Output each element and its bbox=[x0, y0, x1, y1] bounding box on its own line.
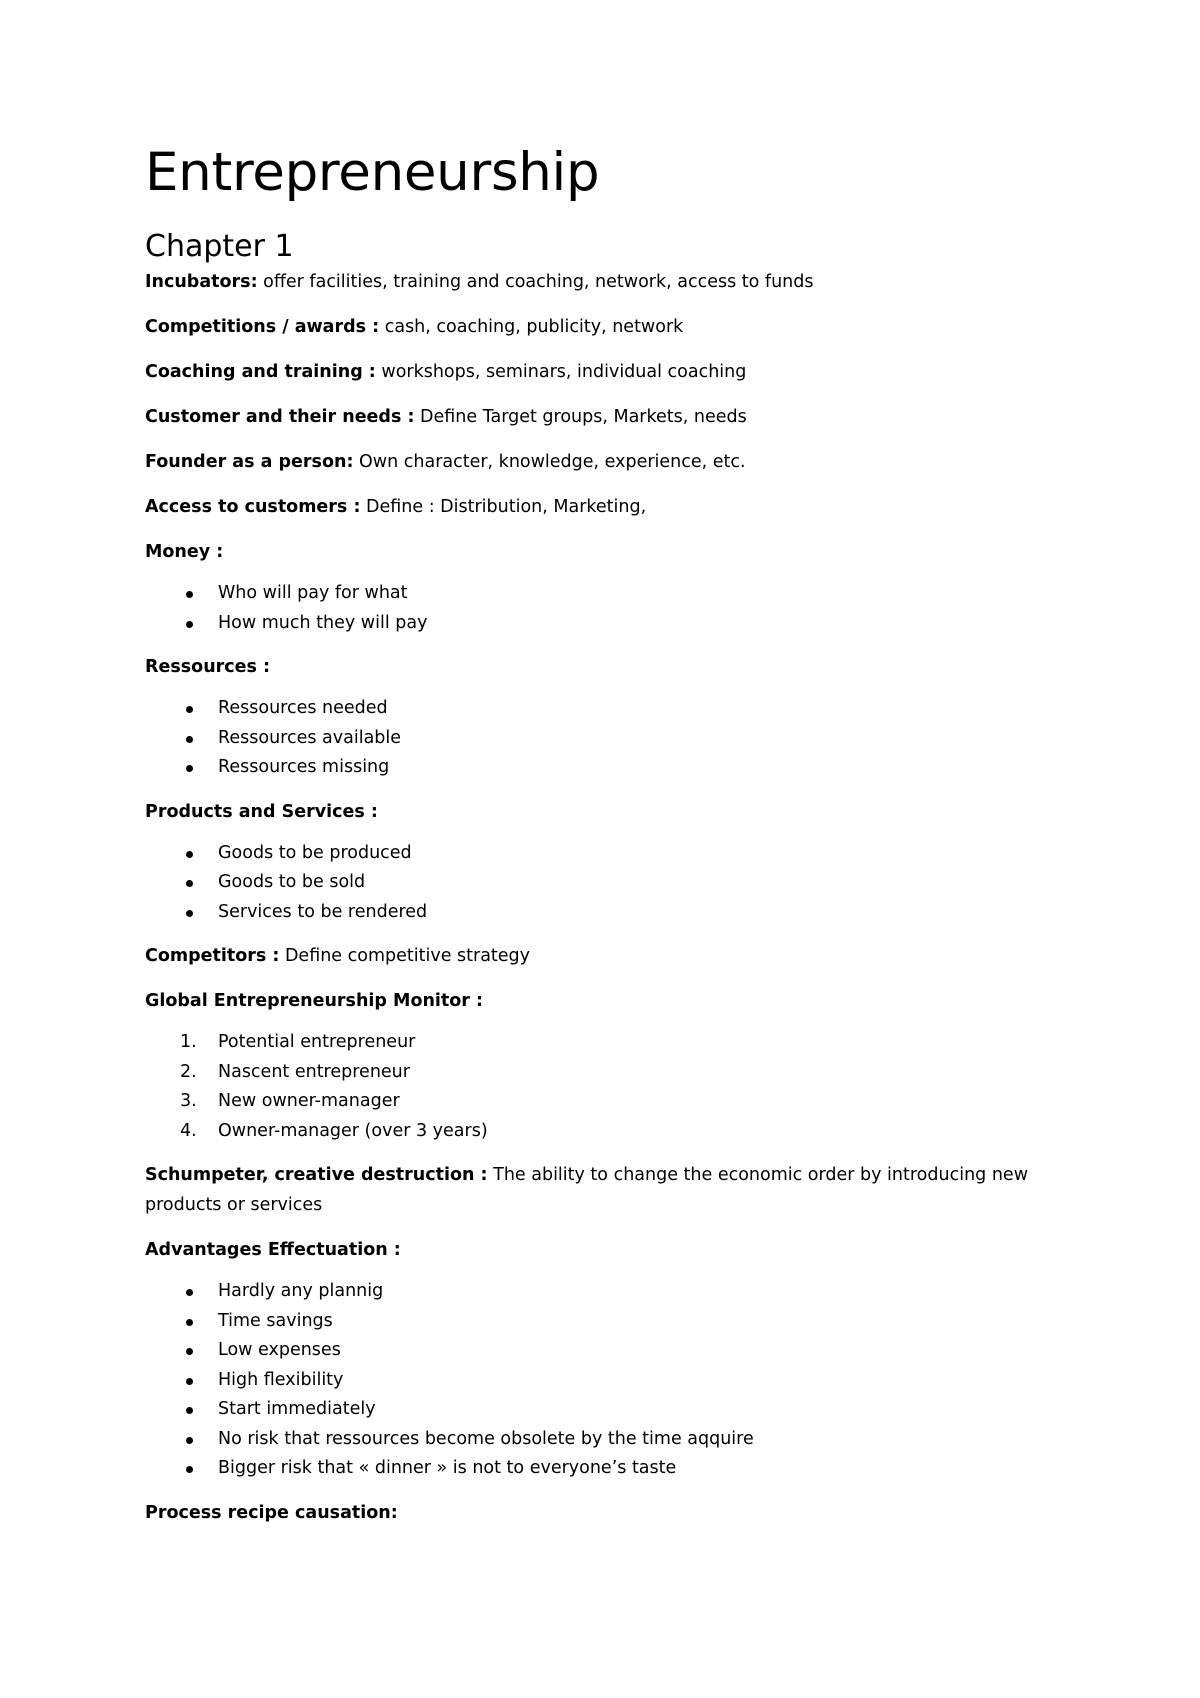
bullet-icon bbox=[186, 1407, 193, 1414]
bullet-icon bbox=[186, 1437, 193, 1444]
list-item: Low expenses bbox=[218, 1336, 1075, 1366]
term-label: Coaching and training : bbox=[145, 362, 376, 382]
term-label: Money : bbox=[145, 542, 224, 562]
paragraph-schumpeter bbox=[145, 1160, 1075, 1220]
term-label: Process recipe causation: bbox=[145, 1502, 398, 1523]
list-item: Who will pay for what bbox=[218, 579, 1075, 609]
list-item: Ressources needed bbox=[218, 694, 1075, 724]
paragraph-effectuation bbox=[145, 1235, 1075, 1265]
term-text: offer facilities, training and coaching, network, access to funds bbox=[257, 272, 814, 292]
term-label: Schumpeter, creative destruction : bbox=[145, 1165, 488, 1185]
paragraph-products bbox=[145, 797, 1075, 827]
term-text: cash, coaching, publicity, network bbox=[379, 317, 684, 337]
term-text: Define Target groups, Markets, needs bbox=[414, 407, 747, 427]
bullet-icon bbox=[186, 880, 193, 887]
term-label: Advantages Effectuation : bbox=[145, 1240, 401, 1260]
term-text: workshops, seminars, individual coaching bbox=[375, 362, 747, 382]
list-item: Hardly any plannig bbox=[218, 1277, 1075, 1307]
list-item: 1. Potential entrepreneur bbox=[218, 1028, 1075, 1058]
list-item: 2. Nascent entrepreneur bbox=[218, 1058, 1075, 1088]
bullet-icon bbox=[186, 1378, 193, 1385]
money-list bbox=[145, 579, 1075, 638]
term-text: Define competitive strategy bbox=[279, 946, 531, 966]
bullet-icon bbox=[186, 1289, 193, 1296]
paragraph-competitions bbox=[145, 312, 1075, 342]
bullet-icon bbox=[186, 765, 193, 772]
paragraph-causation bbox=[145, 1498, 1075, 1528]
list-item: Time savings bbox=[218, 1307, 1075, 1337]
list-item: Ressources missing bbox=[218, 753, 1075, 783]
paragraph-money bbox=[145, 537, 1075, 567]
list-number: 1. bbox=[180, 1032, 197, 1052]
list-item: Goods to be sold bbox=[218, 868, 1075, 898]
term-label: Founder as a person: bbox=[145, 452, 354, 472]
term-text: Define : Distribution, Marketing, bbox=[360, 497, 647, 517]
list-item: How much they will pay bbox=[218, 609, 1075, 639]
list-item: 3. New owner-manager bbox=[218, 1087, 1075, 1117]
term-label: Competitions / awards : bbox=[145, 317, 380, 337]
list-item: Services to be rendered bbox=[218, 898, 1075, 928]
gem-list bbox=[145, 1028, 1075, 1146]
bullet-icon bbox=[186, 591, 193, 598]
term-text: The ability to change the economic order by introducing new products or services bbox=[145, 1165, 1029, 1215]
list-number: 4. bbox=[180, 1120, 197, 1141]
list-number: 2. bbox=[180, 1061, 197, 1082]
list-item: Start immediately bbox=[218, 1395, 1075, 1425]
list-item: High flexibility bbox=[218, 1366, 1075, 1396]
paragraph-founder bbox=[145, 447, 1075, 477]
effectuation-list bbox=[145, 1277, 1075, 1484]
term-label: Incubators: bbox=[145, 272, 258, 292]
term-label: Competitors : bbox=[145, 946, 280, 966]
term-label: Customer and their needs : bbox=[145, 407, 415, 427]
resources-list bbox=[145, 694, 1075, 783]
paragraph-gem bbox=[145, 986, 1075, 1016]
chapter-heading: Chapter 1 bbox=[145, 229, 294, 264]
paragraph-access bbox=[145, 492, 1075, 522]
document-title: Entrepreneurship bbox=[145, 142, 600, 203]
term-label: Products and Services : bbox=[145, 801, 378, 822]
document-page bbox=[145, 135, 1075, 1543]
products-list bbox=[145, 839, 1075, 928]
bullet-icon bbox=[186, 706, 193, 713]
bullet-icon bbox=[186, 1348, 193, 1355]
term-label: Ressources : bbox=[145, 657, 271, 677]
bullet-icon bbox=[186, 851, 193, 858]
term-text: Own character, knowledge, experience, etc. bbox=[353, 452, 746, 472]
list-item: Goods to be produced bbox=[218, 839, 1075, 869]
list-item: No risk that ressources become obsolete by the time aqquire bbox=[218, 1425, 1075, 1455]
list-item: 4. Owner-manager (over 3 years) bbox=[218, 1117, 1075, 1147]
bullet-icon bbox=[186, 1319, 193, 1326]
paragraph-customer bbox=[145, 402, 1075, 432]
bullet-icon bbox=[186, 621, 193, 628]
term-label: Global Entrepreneurship Monitor : bbox=[145, 991, 484, 1011]
bullet-icon bbox=[186, 736, 193, 743]
paragraph-incubators bbox=[145, 267, 1075, 297]
bullet-icon bbox=[186, 1466, 193, 1473]
bullet-icon bbox=[186, 910, 193, 917]
term-label: Access to customers : bbox=[145, 497, 361, 517]
paragraph-competitors bbox=[145, 941, 1075, 971]
list-item: Bigger risk that « dinner » is not to everyone’s taste bbox=[218, 1454, 1075, 1484]
paragraph-coaching bbox=[145, 357, 1075, 387]
list-number: 3. bbox=[180, 1091, 197, 1111]
list-item: Ressources available bbox=[218, 724, 1075, 754]
paragraph-resources bbox=[145, 652, 1075, 682]
